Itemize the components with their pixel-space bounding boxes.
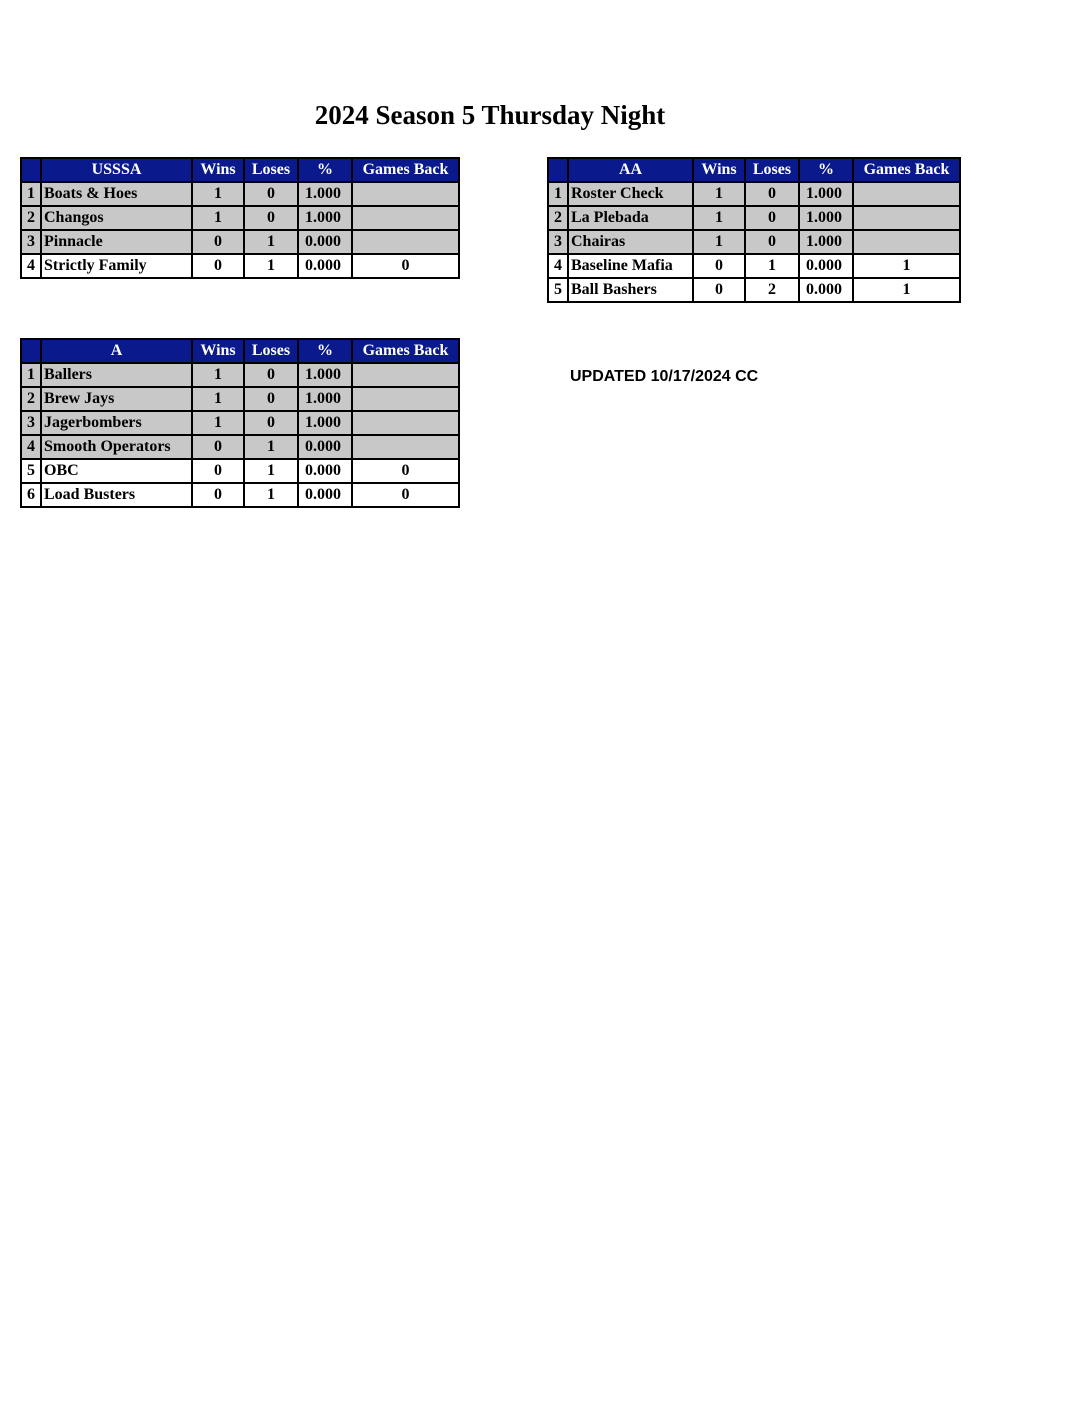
pct-cell: 1.000 xyxy=(298,411,352,435)
pct-cell: 0.000 xyxy=(298,459,352,483)
games-back-header: Games Back xyxy=(352,339,459,363)
division-name: USSSA xyxy=(41,158,192,182)
rank-cell: 3 xyxy=(548,230,568,254)
wins-cell: 1 xyxy=(192,387,244,411)
games-back-cell: 1 xyxy=(853,278,960,302)
table-row xyxy=(21,363,459,387)
games-back-cell: 1 xyxy=(853,254,960,278)
pct-cell: 1.000 xyxy=(298,206,352,230)
wins-header: Wins xyxy=(192,339,244,363)
pct-cell: 1.000 xyxy=(799,182,853,206)
rank-cell: 3 xyxy=(21,230,41,254)
games-back-cell: 0 xyxy=(352,459,459,483)
wins-cell: 0 xyxy=(192,230,244,254)
rank-cell: 5 xyxy=(21,459,41,483)
wins-cell: 1 xyxy=(192,363,244,387)
games-back-cell xyxy=(853,230,960,254)
wins-cell: 1 xyxy=(693,230,745,254)
loses-cell: 0 xyxy=(244,363,298,387)
rank-cell: 2 xyxy=(21,206,41,230)
games-back-cell xyxy=(352,435,459,459)
table-row xyxy=(548,182,960,206)
rank-cell: 3 xyxy=(21,411,41,435)
loses-cell: 0 xyxy=(745,182,799,206)
games-back-cell xyxy=(352,411,459,435)
rank-cell: 1 xyxy=(21,363,41,387)
table-row xyxy=(21,254,459,278)
table-row xyxy=(548,254,960,278)
pct-cell: 1.000 xyxy=(799,230,853,254)
games-back-cell: 0 xyxy=(352,254,459,278)
pct-cell: 1.000 xyxy=(298,363,352,387)
table-row xyxy=(548,206,960,230)
pct-header: % xyxy=(298,158,352,182)
pct-cell: 0.000 xyxy=(298,483,352,507)
loses-cell: 0 xyxy=(244,182,298,206)
table-row xyxy=(21,230,459,254)
pct-cell: 1.000 xyxy=(799,206,853,230)
team-cell: Pinnacle xyxy=(41,230,192,254)
loses-header: Loses xyxy=(244,339,298,363)
team-cell: Changos xyxy=(41,206,192,230)
team-cell: Roster Check xyxy=(568,182,693,206)
wins-cell: 0 xyxy=(192,483,244,507)
games-back-header: Games Back xyxy=(853,158,960,182)
rank-cell: 5 xyxy=(548,278,568,302)
table-row xyxy=(21,483,459,507)
team-cell: Chairas xyxy=(568,230,693,254)
games-back-cell xyxy=(352,387,459,411)
pct-cell: 0.000 xyxy=(799,278,853,302)
rank-cell: 1 xyxy=(548,182,568,206)
games-back-cell xyxy=(352,230,459,254)
games-back-cell xyxy=(352,363,459,387)
rank-cell: 2 xyxy=(21,387,41,411)
rank-cell: 4 xyxy=(21,435,41,459)
loses-cell: 0 xyxy=(244,206,298,230)
team-cell: Ballers xyxy=(41,363,192,387)
table-row xyxy=(21,387,459,411)
loses-cell: 1 xyxy=(244,483,298,507)
games-back-cell xyxy=(853,206,960,230)
pct-cell: 0.000 xyxy=(298,435,352,459)
loses-cell: 1 xyxy=(745,254,799,278)
rank-header xyxy=(21,158,41,182)
wins-cell: 1 xyxy=(693,182,745,206)
team-cell: OBC xyxy=(41,459,192,483)
standings-table-aa xyxy=(547,157,961,303)
table-row xyxy=(21,411,459,435)
games-back-header: Games Back xyxy=(352,158,459,182)
loses-cell: 0 xyxy=(745,206,799,230)
rank-cell: 6 xyxy=(21,483,41,507)
table-row xyxy=(548,278,960,302)
pct-header: % xyxy=(298,339,352,363)
table-row xyxy=(21,435,459,459)
loses-cell: 0 xyxy=(244,387,298,411)
loses-cell: 1 xyxy=(244,459,298,483)
team-cell: La Plebada xyxy=(568,206,693,230)
standings-table-a xyxy=(20,338,460,508)
team-cell: Jagerbombers xyxy=(41,411,192,435)
games-back-cell xyxy=(352,182,459,206)
division-name: A xyxy=(41,339,192,363)
team-cell: Strictly Family xyxy=(41,254,192,278)
wins-cell: 0 xyxy=(192,254,244,278)
wins-cell: 1 xyxy=(693,206,745,230)
loses-header: Loses xyxy=(745,158,799,182)
loses-cell: 0 xyxy=(244,411,298,435)
pct-cell: 1.000 xyxy=(298,182,352,206)
wins-cell: 1 xyxy=(192,411,244,435)
rank-cell: 1 xyxy=(21,182,41,206)
table-header-row xyxy=(21,158,459,182)
division-name: AA xyxy=(568,158,693,182)
wins-cell: 0 xyxy=(693,278,745,302)
page-title: 2024 Season 5 Thursday Night xyxy=(314,100,666,130)
pct-cell: 0.000 xyxy=(298,254,352,278)
wins-cell: 0 xyxy=(693,254,745,278)
team-cell: Load Busters xyxy=(41,483,192,507)
pct-cell: 1.000 xyxy=(298,387,352,411)
standings-table-usssa xyxy=(20,157,460,279)
pct-cell: 0.000 xyxy=(298,230,352,254)
wins-cell: 0 xyxy=(192,459,244,483)
rank-cell: 2 xyxy=(548,206,568,230)
loses-cell: 1 xyxy=(244,435,298,459)
team-cell: Boats & Hoes xyxy=(41,182,192,206)
table-row xyxy=(21,182,459,206)
rank-cell: 4 xyxy=(21,254,41,278)
pct-header: % xyxy=(799,158,853,182)
loses-cell: 2 xyxy=(745,278,799,302)
table-row xyxy=(548,230,960,254)
loses-cell: 0 xyxy=(745,230,799,254)
updated-note: UPDATED 10/17/2024 CC xyxy=(570,368,759,385)
games-back-cell xyxy=(352,206,459,230)
team-cell: Baseline Mafia xyxy=(568,254,693,278)
table-header-row xyxy=(548,158,960,182)
table-row xyxy=(21,459,459,483)
team-cell: Ball Bashers xyxy=(568,278,693,302)
table-row xyxy=(21,206,459,230)
wins-header: Wins xyxy=(693,158,745,182)
rank-cell: 4 xyxy=(548,254,568,278)
rank-header xyxy=(548,158,568,182)
team-cell: Smooth Operators xyxy=(41,435,192,459)
wins-cell: 1 xyxy=(192,206,244,230)
wins-cell: 0 xyxy=(192,435,244,459)
games-back-cell: 0 xyxy=(352,483,459,507)
table-header-row xyxy=(21,339,459,363)
wins-header: Wins xyxy=(192,158,244,182)
games-back-cell xyxy=(853,182,960,206)
pct-cell: 0.000 xyxy=(799,254,853,278)
team-cell: Brew Jays xyxy=(41,387,192,411)
wins-cell: 1 xyxy=(192,182,244,206)
loses-header: Loses xyxy=(244,158,298,182)
rank-header xyxy=(21,339,41,363)
loses-cell: 1 xyxy=(244,230,298,254)
loses-cell: 1 xyxy=(244,254,298,278)
